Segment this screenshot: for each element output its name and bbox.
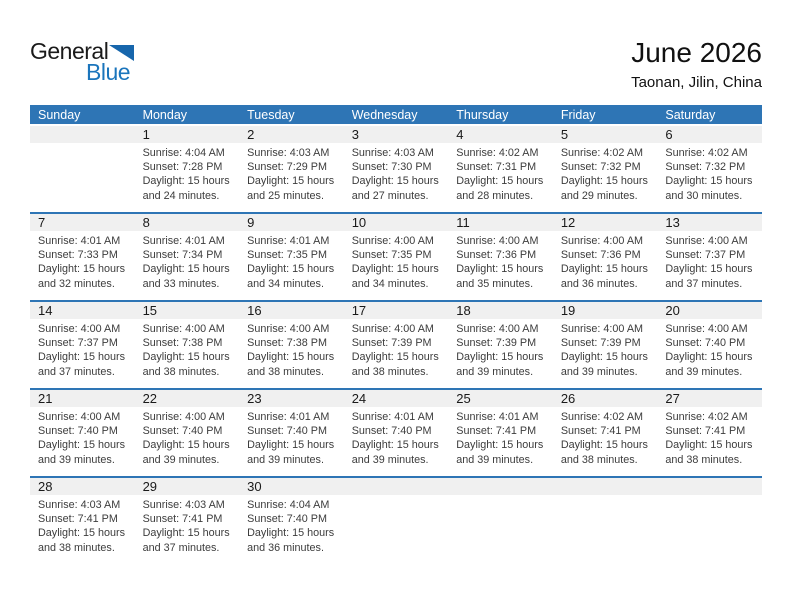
day-details	[657, 407, 762, 467]
day-cell-9	[239, 213, 344, 301]
day-cell-30	[239, 477, 344, 565]
day-details	[448, 143, 553, 203]
weekday-header-saturday: Saturday	[657, 105, 762, 125]
day-cell-17	[344, 301, 449, 389]
day-number: 24	[344, 390, 449, 407]
day-detail-line: Daylight: 15 hours	[247, 351, 335, 364]
day-detail-line: Sunset: 7:29 PM	[247, 161, 327, 174]
day-detail-line: and 33 minutes.	[142, 277, 220, 290]
day-cell-23	[239, 389, 344, 477]
day-detail-line: and 39 minutes.	[142, 453, 220, 466]
day-detail-line: Daylight: 15 hours	[665, 439, 753, 452]
day-detail-line: Sunset: 7:32 PM	[665, 161, 746, 174]
day-cell-1	[135, 125, 240, 213]
title-block	[631, 36, 762, 92]
day-detail-line: and 39 minutes.	[456, 365, 534, 378]
day-detail-line: Daylight: 15 hours	[351, 175, 439, 188]
day-detail-line: Sunset: 7:39 PM	[456, 337, 537, 350]
day-cell-3	[344, 125, 449, 213]
day-detail-line: Daylight: 15 hours	[560, 351, 648, 364]
day-cell-5	[553, 125, 658, 213]
day-number: 22	[135, 390, 240, 407]
day-number	[448, 478, 553, 495]
day-cell-6	[657, 125, 762, 213]
day-details	[239, 319, 344, 379]
day-detail-line: Sunrise: 4:00 AM	[560, 323, 644, 335]
day-detail-line: Sunrise: 4:02 AM	[456, 147, 539, 159]
day-detail-line: Sunset: 7:40 PM	[351, 425, 432, 438]
day-detail-line: and 32 minutes.	[38, 277, 115, 290]
day-details	[657, 143, 762, 203]
day-number: 15	[135, 302, 240, 319]
calendar-table	[30, 105, 762, 565]
day-detail-line: Sunrise: 4:00 AM	[38, 411, 121, 423]
day-detail-line: Daylight: 15 hours	[247, 263, 335, 276]
day-detail-line: Daylight: 15 hours	[142, 351, 230, 364]
day-detail-line: Sunset: 7:39 PM	[560, 337, 641, 350]
day-detail-line: Daylight: 15 hours	[142, 175, 230, 188]
day-detail-line: Sunrise: 4:03 AM	[247, 147, 330, 159]
day-detail-line: Daylight: 15 hours	[142, 527, 230, 540]
day-detail-line: and 39 minutes.	[351, 453, 429, 466]
day-detail-line: and 35 minutes.	[456, 277, 534, 290]
day-cell-27	[657, 389, 762, 477]
day-detail-line: Sunset: 7:41 PM	[38, 513, 118, 526]
empty-day-cell	[657, 477, 762, 565]
day-details	[239, 143, 344, 203]
day-details	[657, 495, 762, 498]
empty-day-cell	[344, 477, 449, 565]
day-number: 8	[135, 214, 240, 231]
day-cell-12	[553, 213, 658, 301]
page-title: June 2026	[631, 37, 762, 68]
day-detail-line: Sunrise: 4:01 AM	[456, 411, 539, 423]
day-detail-line: Daylight: 15 hours	[38, 527, 126, 540]
day-number	[30, 126, 135, 143]
day-details	[448, 231, 553, 291]
weekday-header-sunday: Sunday	[30, 105, 135, 125]
day-cell-2	[239, 125, 344, 213]
day-cell-29	[135, 477, 240, 565]
day-detail-line: and 37 minutes.	[38, 365, 115, 378]
day-detail-line: Daylight: 15 hours	[351, 263, 439, 276]
day-detail-line: Sunset: 7:38 PM	[142, 337, 223, 350]
day-number: 4	[448, 126, 553, 143]
day-number	[553, 478, 658, 495]
day-details	[657, 231, 762, 291]
day-detail-line: Sunrise: 4:00 AM	[351, 235, 434, 247]
day-details	[239, 231, 344, 291]
day-detail-line: Daylight: 15 hours	[247, 527, 335, 540]
day-detail-line: Sunrise: 4:00 AM	[247, 323, 330, 335]
day-detail-line: Sunset: 7:38 PM	[247, 337, 327, 350]
day-detail-line: and 39 minutes.	[456, 453, 534, 466]
day-detail-line: Sunrise: 4:01 AM	[38, 235, 121, 247]
day-number: 3	[344, 126, 449, 143]
day-detail-line: Daylight: 15 hours	[456, 175, 544, 188]
day-detail-line: Sunrise: 4:00 AM	[665, 323, 748, 335]
day-detail-line: Daylight: 15 hours	[38, 263, 126, 276]
day-detail-line: Sunset: 7:41 PM	[560, 425, 641, 438]
week-row-3	[30, 301, 762, 389]
day-details	[30, 407, 135, 467]
day-detail-line: and 39 minutes.	[560, 365, 638, 378]
day-detail-line: and 34 minutes.	[351, 277, 429, 290]
day-number: 17	[344, 302, 449, 319]
day-number: 29	[135, 478, 240, 495]
day-details	[344, 319, 449, 379]
day-detail-line: and 38 minutes.	[560, 453, 638, 466]
day-number: 7	[30, 214, 135, 231]
day-detail-line: Daylight: 15 hours	[456, 351, 544, 364]
general-blue-logo	[30, 36, 134, 85]
day-cell-11	[448, 213, 553, 301]
day-details	[553, 495, 658, 498]
day-number	[657, 478, 762, 495]
week-row-5	[30, 477, 762, 565]
day-number: 30	[239, 478, 344, 495]
day-details	[344, 231, 449, 291]
day-cell-13	[657, 213, 762, 301]
day-detail-line: Sunrise: 4:00 AM	[142, 411, 225, 423]
day-number: 19	[553, 302, 658, 319]
day-details	[30, 495, 135, 555]
day-details	[239, 495, 344, 555]
weekday-header-monday: Monday	[135, 105, 240, 125]
day-detail-line: Sunrise: 4:00 AM	[351, 323, 434, 335]
day-details	[448, 495, 553, 498]
day-detail-line: Sunrise: 4:01 AM	[351, 411, 434, 423]
day-detail-line: and 29 minutes.	[560, 189, 638, 202]
day-detail-line: Daylight: 15 hours	[38, 351, 126, 364]
day-detail-line: Sunset: 7:34 PM	[142, 249, 223, 262]
day-cell-19	[553, 301, 658, 389]
empty-day-cell	[448, 477, 553, 565]
day-detail-line: Daylight: 15 hours	[351, 351, 439, 364]
day-details	[344, 495, 449, 498]
day-cell-18	[448, 301, 553, 389]
day-cell-4	[448, 125, 553, 213]
day-detail-line: Sunrise: 4:02 AM	[665, 147, 748, 159]
day-details	[30, 319, 135, 379]
day-detail-line: Daylight: 15 hours	[456, 439, 544, 452]
day-detail-line: Sunset: 7:41 PM	[142, 513, 223, 526]
day-details	[553, 319, 658, 379]
day-detail-line: Daylight: 15 hours	[456, 263, 544, 276]
day-number: 11	[448, 214, 553, 231]
day-detail-line: Daylight: 15 hours	[560, 439, 648, 452]
day-detail-line: and 34 minutes.	[247, 277, 324, 290]
day-details	[135, 407, 240, 467]
day-details	[553, 231, 658, 291]
day-cell-25	[448, 389, 553, 477]
day-cell-26	[553, 389, 658, 477]
logo-word-general: General	[30, 38, 109, 64]
weekday-header-wednesday: Wednesday	[344, 105, 449, 125]
day-number: 6	[657, 126, 762, 143]
day-detail-line: Sunrise: 4:03 AM	[142, 499, 225, 511]
day-cell-8	[135, 213, 240, 301]
day-details	[30, 143, 135, 146]
page-location: Taonan, Jilin, China	[631, 74, 762, 91]
day-details	[135, 319, 240, 379]
day-detail-line: Daylight: 15 hours	[560, 263, 648, 276]
day-detail-line: Sunset: 7:28 PM	[142, 161, 223, 174]
day-cell-28	[30, 477, 135, 565]
day-cell-14	[30, 301, 135, 389]
day-number: 25	[448, 390, 553, 407]
day-number: 16	[239, 302, 344, 319]
day-detail-line: Daylight: 15 hours	[247, 175, 335, 188]
day-cell-24	[344, 389, 449, 477]
day-detail-line: and 27 minutes.	[351, 189, 429, 202]
day-detail-line: and 25 minutes.	[247, 189, 324, 202]
day-detail-line: Sunrise: 4:04 AM	[142, 147, 225, 159]
day-detail-line: Sunrise: 4:03 AM	[38, 499, 121, 511]
day-number: 23	[239, 390, 344, 407]
day-detail-line: Sunset: 7:40 PM	[665, 337, 746, 350]
day-details	[448, 407, 553, 467]
day-detail-line: Sunset: 7:36 PM	[560, 249, 641, 262]
day-detail-line: Sunset: 7:41 PM	[665, 425, 746, 438]
day-details	[448, 319, 553, 379]
day-number: 5	[553, 126, 658, 143]
day-detail-line: Sunrise: 4:02 AM	[665, 411, 748, 423]
day-details	[553, 407, 658, 467]
day-detail-line: Sunrise: 4:00 AM	[560, 235, 644, 247]
day-detail-line: and 37 minutes.	[665, 277, 743, 290]
day-detail-line: Sunset: 7:31 PM	[456, 161, 537, 174]
day-detail-line: Sunset: 7:33 PM	[38, 249, 118, 262]
weekday-header-friday: Friday	[553, 105, 658, 125]
day-detail-line: Sunset: 7:40 PM	[247, 513, 327, 526]
calendar-body	[30, 125, 762, 565]
day-number: 9	[239, 214, 344, 231]
week-row-2	[30, 213, 762, 301]
empty-day-cell	[553, 477, 658, 565]
day-number: 27	[657, 390, 762, 407]
day-details	[657, 319, 762, 379]
day-detail-line: Sunrise: 4:01 AM	[247, 235, 330, 247]
day-detail-line: Sunrise: 4:04 AM	[247, 499, 330, 511]
week-row-1	[30, 125, 762, 213]
page-header	[0, 0, 792, 105]
day-number: 1	[135, 126, 240, 143]
day-detail-line: Daylight: 15 hours	[142, 263, 230, 276]
day-detail-line: and 38 minutes.	[38, 541, 115, 554]
logo-word-blue: Blue	[86, 59, 131, 85]
day-detail-line: Sunset: 7:36 PM	[456, 249, 537, 262]
weekday-header-tuesday: Tuesday	[239, 105, 344, 125]
day-detail-line: Sunset: 7:37 PM	[665, 249, 746, 262]
day-detail-line: Sunrise: 4:02 AM	[560, 147, 644, 159]
day-detail-line: and 38 minutes.	[247, 365, 324, 378]
day-detail-line: Sunrise: 4:00 AM	[456, 323, 539, 335]
day-cell-10	[344, 213, 449, 301]
day-details	[344, 143, 449, 203]
day-detail-line: Sunset: 7:30 PM	[351, 161, 432, 174]
day-detail-line: Sunrise: 4:02 AM	[560, 411, 644, 423]
day-detail-line: and 38 minutes.	[142, 365, 220, 378]
day-detail-line: and 38 minutes.	[665, 453, 743, 466]
day-detail-line: and 30 minutes.	[665, 189, 743, 202]
day-detail-line: Daylight: 15 hours	[665, 351, 753, 364]
day-detail-line: Daylight: 15 hours	[38, 439, 126, 452]
day-cell-15	[135, 301, 240, 389]
day-detail-line: Daylight: 15 hours	[142, 439, 230, 452]
day-number: 12	[553, 214, 658, 231]
day-detail-line: Sunset: 7:35 PM	[247, 249, 327, 262]
day-detail-line: Sunset: 7:41 PM	[456, 425, 537, 438]
weekday-header-row	[30, 105, 762, 125]
day-number: 28	[30, 478, 135, 495]
day-detail-line: and 36 minutes.	[560, 277, 638, 290]
weekday-header-thursday: Thursday	[448, 105, 553, 125]
day-detail-line: Sunset: 7:39 PM	[351, 337, 432, 350]
day-details	[135, 495, 240, 555]
day-number: 14	[30, 302, 135, 319]
day-number	[344, 478, 449, 495]
day-detail-line: Sunset: 7:40 PM	[38, 425, 118, 438]
day-details	[344, 407, 449, 467]
day-number: 26	[553, 390, 658, 407]
day-detail-line: and 36 minutes.	[247, 541, 324, 554]
day-detail-line: Daylight: 15 hours	[247, 439, 335, 452]
day-detail-line: Sunrise: 4:00 AM	[142, 323, 225, 335]
day-cell-22	[135, 389, 240, 477]
day-detail-line: Daylight: 15 hours	[665, 263, 753, 276]
day-number: 13	[657, 214, 762, 231]
day-cell-21	[30, 389, 135, 477]
day-detail-line: Sunrise: 4:00 AM	[456, 235, 539, 247]
day-detail-line: Daylight: 15 hours	[351, 439, 439, 452]
day-details	[239, 407, 344, 467]
empty-day-cell	[30, 125, 135, 213]
day-details	[135, 143, 240, 203]
day-detail-line: and 28 minutes.	[456, 189, 534, 202]
day-details	[135, 231, 240, 291]
day-detail-line: Daylight: 15 hours	[560, 175, 648, 188]
day-detail-line: Sunset: 7:37 PM	[38, 337, 118, 350]
day-detail-line: Sunset: 7:32 PM	[560, 161, 641, 174]
day-detail-line: and 38 minutes.	[351, 365, 429, 378]
day-cell-7	[30, 213, 135, 301]
day-detail-line: Sunset: 7:40 PM	[142, 425, 223, 438]
day-detail-line: Daylight: 15 hours	[665, 175, 753, 188]
day-detail-line: Sunrise: 4:01 AM	[247, 411, 330, 423]
day-cell-20	[657, 301, 762, 389]
day-details	[30, 231, 135, 291]
day-detail-line: Sunset: 7:40 PM	[247, 425, 327, 438]
day-detail-line: and 39 minutes.	[247, 453, 324, 466]
day-detail-line: Sunrise: 4:03 AM	[351, 147, 434, 159]
day-cell-16	[239, 301, 344, 389]
day-detail-line: Sunrise: 4:00 AM	[38, 323, 121, 335]
day-detail-line: Sunrise: 4:00 AM	[665, 235, 748, 247]
day-detail-line: and 24 minutes.	[142, 189, 220, 202]
day-number: 20	[657, 302, 762, 319]
calendar-head	[30, 105, 762, 125]
day-detail-line: Sunset: 7:35 PM	[351, 249, 432, 262]
day-detail-line: and 39 minutes.	[38, 453, 115, 466]
day-detail-line: and 39 minutes.	[665, 365, 743, 378]
day-detail-line: and 37 minutes.	[142, 541, 220, 554]
day-number: 21	[30, 390, 135, 407]
day-number: 2	[239, 126, 344, 143]
week-row-4	[30, 389, 762, 477]
day-number: 18	[448, 302, 553, 319]
day-details	[553, 143, 658, 203]
day-number: 10	[344, 214, 449, 231]
day-detail-line: Sunrise: 4:01 AM	[142, 235, 225, 247]
